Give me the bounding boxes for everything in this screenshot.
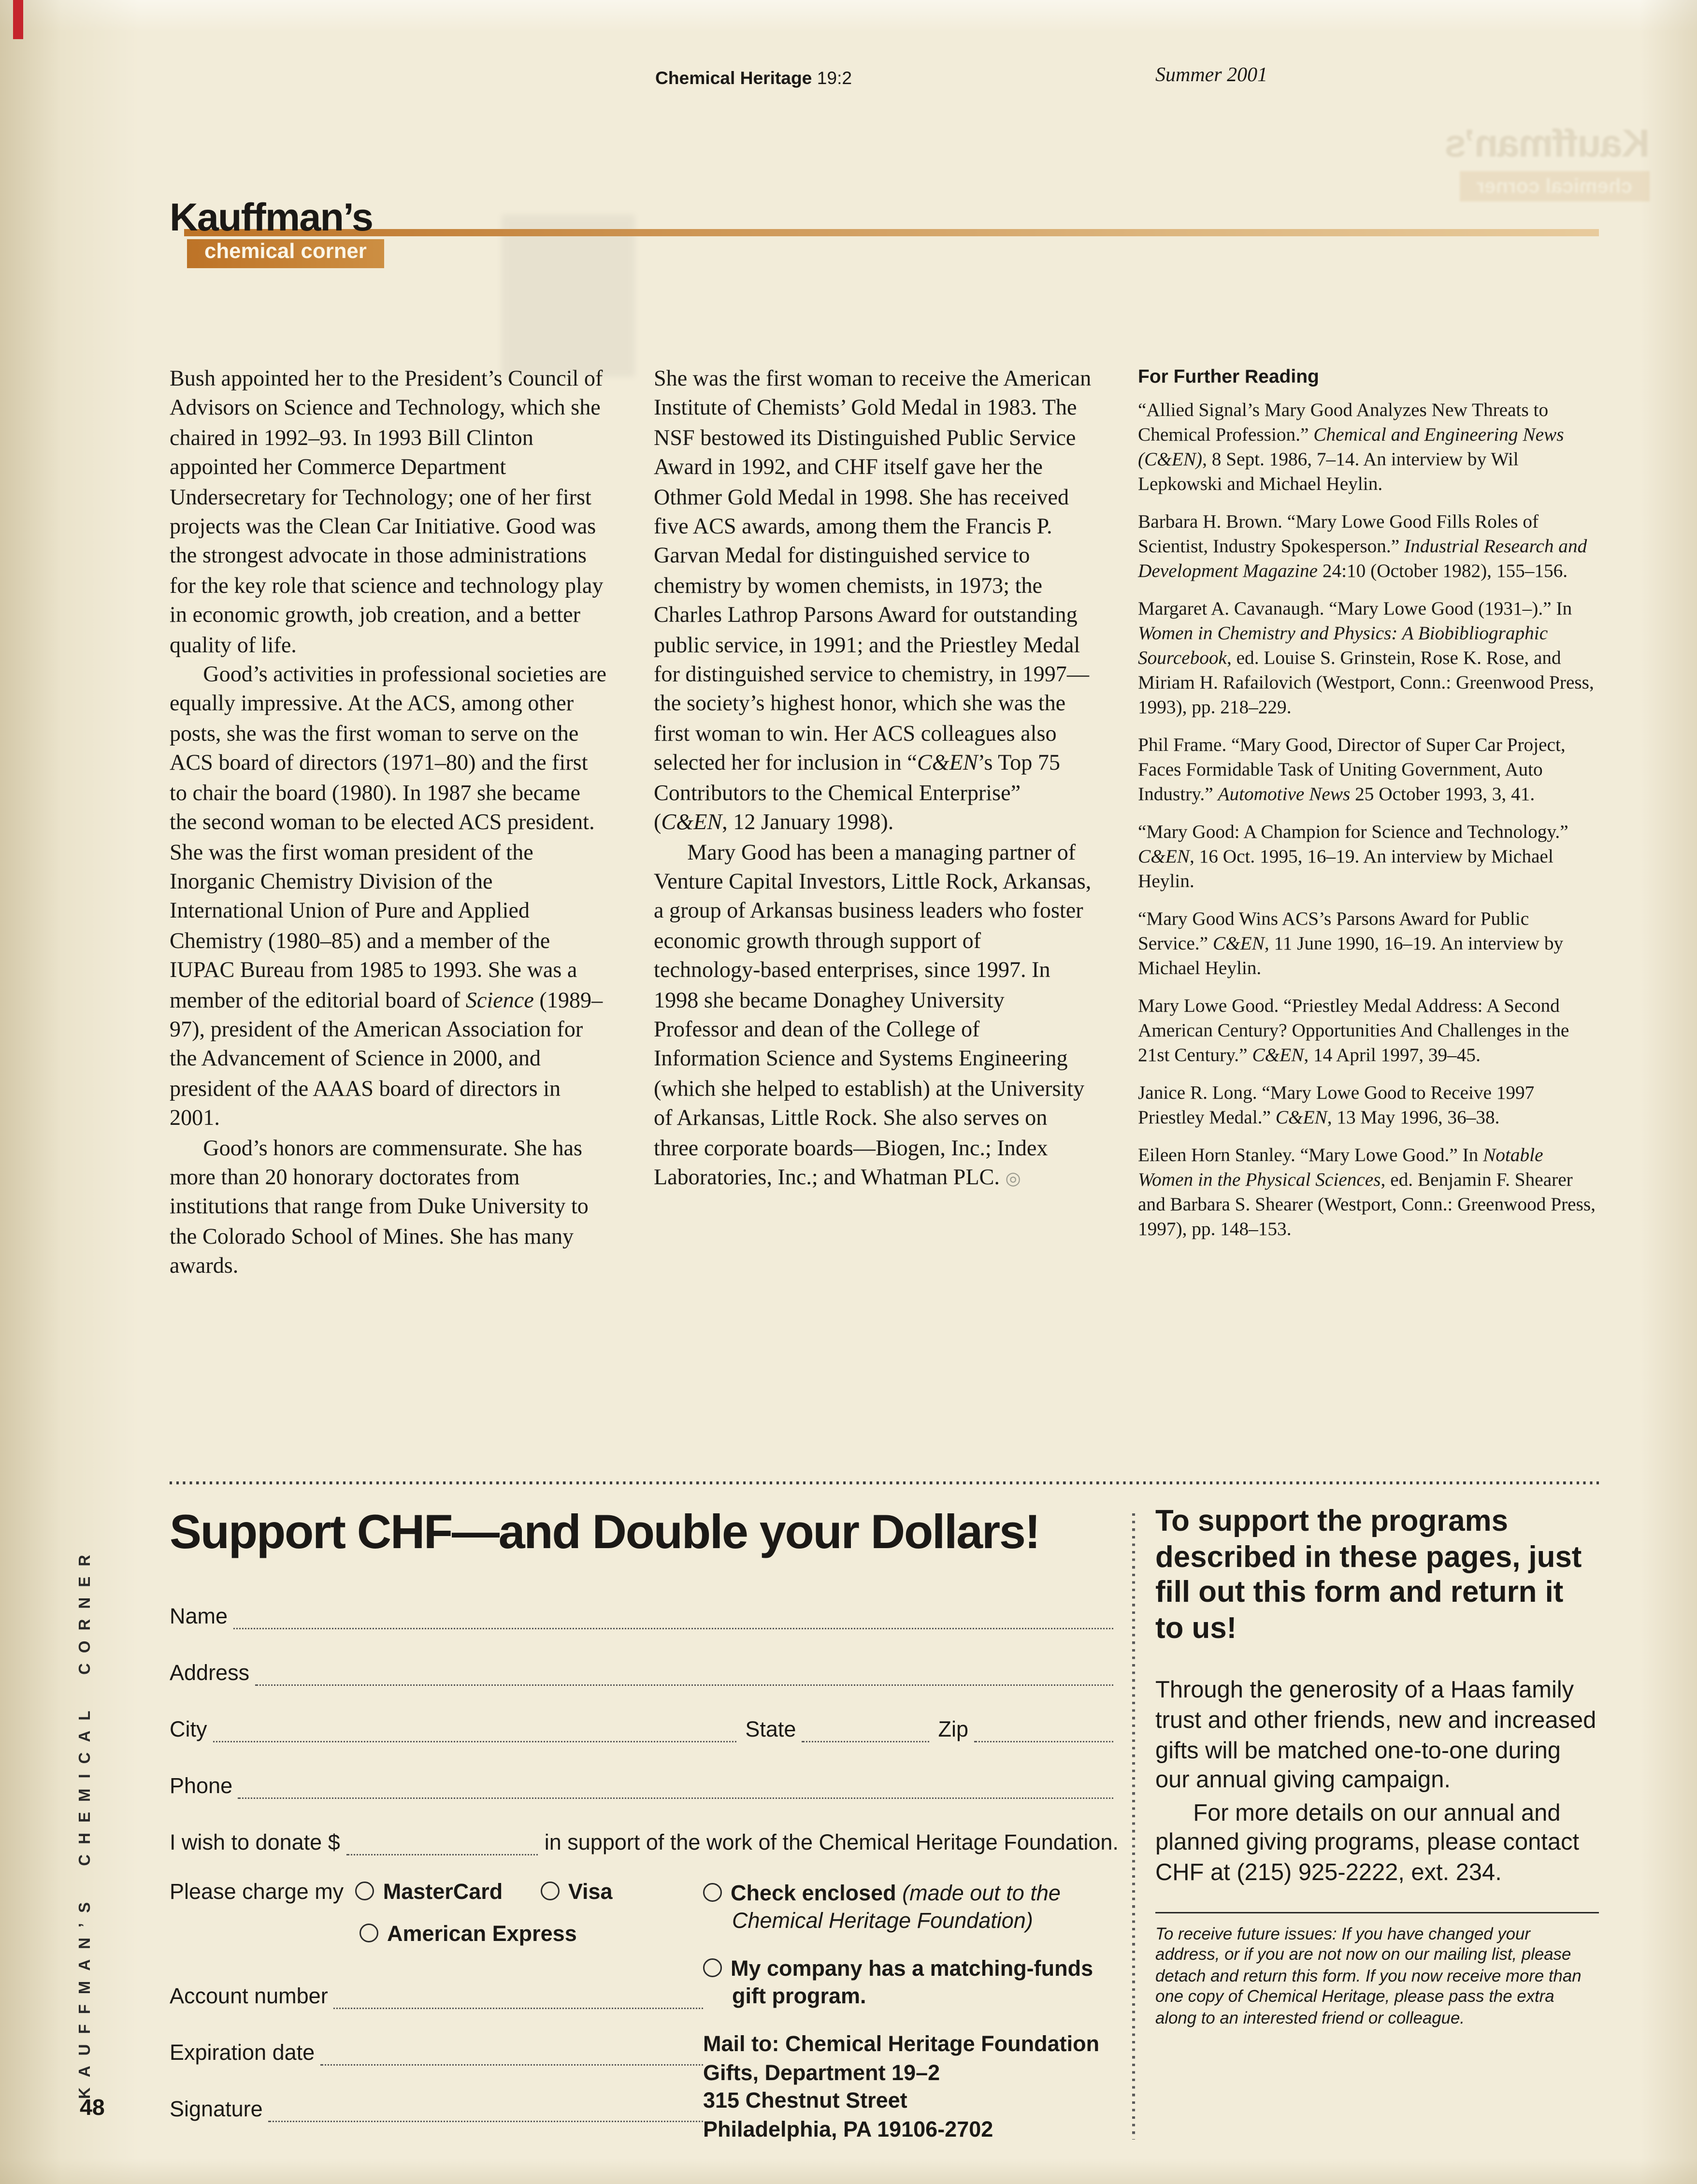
reference-list: [1138, 397, 1599, 1241]
spine-section-label: KAUFFMAN’S CHEMICAL CORNER: [77, 1544, 94, 2099]
city-input-line[interactable]: [213, 1715, 737, 1742]
masthead-rule: [184, 229, 1599, 236]
reference-item: Phil Frame. “Mary Good, Director of Super Car Project, Faces Formidable Task of Uniting Government, Auto Industry.” Automotive News 25 October 1993, 3, 41.: [1138, 733, 1566, 805]
state-input-line[interactable]: [802, 1715, 929, 1742]
address-row: [170, 1654, 1113, 1686]
donation-amount-line[interactable]: [346, 1828, 537, 1855]
future-issues-note: To receive future issues: If you have changed your address, or if you are not now on our mailing list, please detach and return this form. If you now receive more than one copy of Chemical Heritage, please pass the extra along to an interested friend or colleague.: [1155, 1924, 1582, 2028]
mail-to-line-3: 315 Chestnut Street: [703, 2089, 907, 2113]
further-reading-column: [1138, 365, 1599, 1282]
radio-mastercard[interactable]: [356, 1882, 374, 1900]
masthead-title: Kauffman’s: [170, 196, 373, 239]
signature-label: Signature: [170, 2098, 263, 2122]
city-label: City: [170, 1718, 207, 1742]
account-number-label: Account number: [170, 1984, 328, 2009]
article-body: [170, 365, 1599, 1282]
masthead-badge: chemical corner: [187, 239, 384, 268]
radio-matching-funds[interactable]: [703, 1958, 722, 1977]
donation-amount-row: [170, 1824, 1119, 1855]
article-paragraph: Bush appointed her to the President’s Council of Advisors on Science and Technology, which she chaired in 1992–93. In 1993 Bill Clinton appointed her Commerce Department Undersecretary for Technology; one of her first projects was the Clean Car Initiative. Good was the strongest advocate in those administrations for the key role that science and technology play in economic growth, job creation, and a better quality of life.: [170, 367, 604, 658]
reference-item: Eileen Horn Stanley. “Mary Lowe Good.” In Notable Women in the Physical Sciences, ed. Benjamin F. Shearer and Barbara S. Shearer (Westport, Conn.: Greenwood Press, 1997), pp. 148–153.: [1138, 1144, 1596, 1239]
section-masthead: [170, 196, 1599, 280]
article-paragraph: Mary Good has been a managing partner of Venture Capital Investors, Little Rock, Arkansas, a group of Arkansas business leaders who foster economic growth through support of technology-based enterprises, since 1997. In 1998 she became Donaghey University Professor and dean of the College of Information Science and Systems Engineering (which she helped to establish) at the University of Arkansas, Little Rock. She also serves on three corporate boards—Biogen, Inc.; Index Laboratories, Inc.; and Whatman PLC. ◎: [654, 840, 1092, 1190]
matching-funds-option: [703, 1955, 1113, 2011]
account-fields: [170, 1977, 703, 2122]
support-note-rule: [1155, 1911, 1599, 1913]
article-column-1: [170, 365, 607, 1282]
mail-to-line-4: Philadelphia, PA 19106-2702: [703, 2117, 993, 2142]
reference-item: “Mary Good Wins ACS’s Parsons Award for Public Service.” C&EN, 11 June 1990, 16–19. An interview by Michael Heylin.: [1138, 907, 1564, 978]
city-state-zip-row: [170, 1710, 1113, 1742]
signature-row: [170, 2090, 703, 2122]
support-info-paragraph-1: Through the generosity of a Haas family trust and other friends, new and increased gifts will be matched one-to-one during our annual giving campaign.: [1155, 1678, 1596, 1794]
expiration-date-label: Expiration date: [170, 2041, 315, 2066]
donation-form-title: Support CHF—and Double your Dollars!: [170, 1505, 1040, 1558]
address-input-line[interactable]: [255, 1658, 1113, 1686]
address-label: Address: [170, 1661, 250, 1686]
mail-to-org: Chemical Heritage Foundation: [785, 2032, 1100, 2057]
further-reading-heading: For Further Reading: [1138, 365, 1319, 387]
ghost-masthead-badge: chemical corner: [1459, 171, 1650, 201]
running-head-journal: [655, 68, 852, 88]
article-column-2: [654, 365, 1092, 1282]
amex-option-row: [360, 1922, 703, 1954]
donation-form: [170, 1505, 1119, 2147]
mail-to-label: Mail to:: [703, 2032, 779, 2057]
matching-funds-label: My company has a matching-funds gift program.: [731, 1957, 1093, 2009]
radio-check-enclosed[interactable]: [703, 1883, 722, 1902]
journal-issue: 19:2: [817, 68, 852, 88]
signature-line[interactable]: [269, 2095, 703, 2122]
support-info-heading: To support the programs described in these pages, just fill out this form and return it to us!: [1155, 1505, 1582, 1645]
article-paragraph: Good’s honors are commensurate. She has more than 20 honorary doctorates from institutions that range from Duke University to the Colorado School of Mines. She has many awards.: [170, 1135, 589, 1279]
donate-prefix-label: I wish to donate $: [170, 1831, 340, 1855]
reference-item: Margaret A. Cavanaugh. “Mary Lowe Good (1931–).” In Women in Chemistry and Physics: A Biobibliographic Sourcebook, ed. Louise S. Grinstein, Rose K. Rose, and Miriam H. Rafailovich (Westport, Conn.: Greenwood Press, 1993), pp. 218–229.: [1138, 597, 1594, 718]
radio-visa[interactable]: [541, 1882, 560, 1900]
check-enclosed-option: [703, 1880, 1113, 1935]
donate-suffix-label: in support of the work of the Chemical Heritage Foundation.: [544, 1831, 1119, 1855]
reference-item: Janice R. Long. “Mary Lowe Good to Receive 1997 Priestley Medal.” C&EN, 13 May 1996, 36–38.: [1138, 1081, 1535, 1128]
check-enclosed-label: Check enclosed: [731, 1882, 896, 1906]
charge-label: Please charge my: [170, 1880, 344, 1905]
page-number: 48: [80, 2096, 105, 2121]
mastercard-label: MasterCard: [383, 1880, 503, 1905]
support-info-paragraph-2: For more details on our annual and planned giving programs, please contact CHF at (215) 925-2222, ext. 234.: [1155, 1800, 1580, 1886]
mail-to-block: [703, 2031, 1113, 2144]
charge-options-row: [170, 1880, 703, 1912]
form-top-dotted-rule: [170, 1481, 1599, 1484]
support-info-column: [1155, 1505, 1599, 2030]
name-input-line[interactable]: [233, 1602, 1113, 1629]
american-express-label: American Express: [387, 1922, 577, 1947]
running-head-season: Summer 2001: [1155, 65, 1268, 87]
spine-red-mark: [13, 0, 23, 39]
mail-to-line-2: Gifts, Department 19–2: [703, 2060, 940, 2085]
article-paragraph: Good’s activities in professional societies are equally impressive. At the ACS, among other posts, she was the first woman to serve on the ACS board of directors (1971–80) and the first to chair the board (1980). In 1987 she became the second woman to be elected ACS president. She was the first woman president of the Inorganic Chemistry Division of the International Union of Pure and Applied Chemistry (1980–85) and a member of the IUPAC Bureau from 1985 to 1993. She was a member of the editorial board of Science (1989–97), president of the American Association for the Advancement of Science in 2000, and president of the AAAS board of directors in 2001.: [170, 662, 607, 1131]
account-number-line[interactable]: [334, 1982, 703, 2009]
name-row: [170, 1597, 1113, 1629]
article-paragraph: She was the first woman to receive the American Institute of Chemists’ Gold Medal in 1983. The NSF bestowed its Distinguished Public Service Award in 1992, and CHF itself gave her the Othmer Gold Medal in 1998. She has received five ACS awards, among them the Francis P. Garvan Medal for distinguished service to chemistry by women chemists, in 1973; the Charles Lathrop Parsons Award for outstanding public service, in 1991; and the Priestley Medal for distinguished service to chemistry, in 1997—the society’s highest honor, which she was the first woman to win. Her ACS colleagues also selected her for inclusion in “C&EN’s Top 75 Contributors to the Chemical Enterprise” (C&EN, 12 January 1998).: [654, 367, 1092, 835]
name-label: Name: [170, 1605, 228, 1629]
payment-section: [170, 1880, 1113, 2147]
bleed-through-ghost: [1055, 122, 1650, 201]
state-label: State: [745, 1718, 796, 1742]
check-and-mailto: [703, 1880, 1113, 2147]
zip-label: Zip: [938, 1718, 968, 1742]
check-enclosed-note: (made out to the Chemical Heritage Foundation): [732, 1882, 1061, 1934]
reference-item: Mary Lowe Good. “Priestley Medal Address: A Second American Century? Opportunities And Challenges in the 21st Century.” C&EN, 14 April 1997, 39–45.: [1138, 994, 1569, 1065]
reference-item: Barbara H. Brown. “Mary Lowe Good Fills Roles of Scientist, Industry Spokesperson.” Industrial Research and Development Magazine 24:10 (October 1982), 155–156.: [1138, 510, 1587, 581]
zip-input-line[interactable]: [974, 1715, 1113, 1742]
journal-title: Chemical Heritage: [655, 68, 812, 88]
reference-item: “Allied Signal’s Mary Good Analyzes New Threats to Chemical Profession.” Chemical and Engineering News (C&EN), 8 Sept. 1986, 7–14. An interview by Wil Lepkowski and Michael Heylin.: [1138, 399, 1564, 494]
radio-american-express[interactable]: [360, 1924, 378, 1942]
expiration-date-line[interactable]: [320, 2038, 703, 2066]
expiration-date-row: [170, 2034, 703, 2066]
ghost-masthead-title: Kauffman’s: [1445, 122, 1650, 165]
phone-input-line[interactable]: [238, 1771, 1113, 1799]
card-options-and-signature: [170, 1880, 703, 2147]
visa-label: Visa: [568, 1880, 613, 1905]
reference-item: “Mary Good: A Champion for Science and Technology.” C&EN, 16 Oct. 1995, 16–19. An interview by Michael Heylin.: [1138, 820, 1568, 891]
phone-row: [170, 1767, 1113, 1799]
phone-label: Phone: [170, 1774, 233, 1799]
form-vertical-dotted-divider: [1132, 1513, 1135, 2140]
account-number-row: [170, 1977, 703, 2009]
mail-to-line-1: [703, 2031, 1113, 2059]
